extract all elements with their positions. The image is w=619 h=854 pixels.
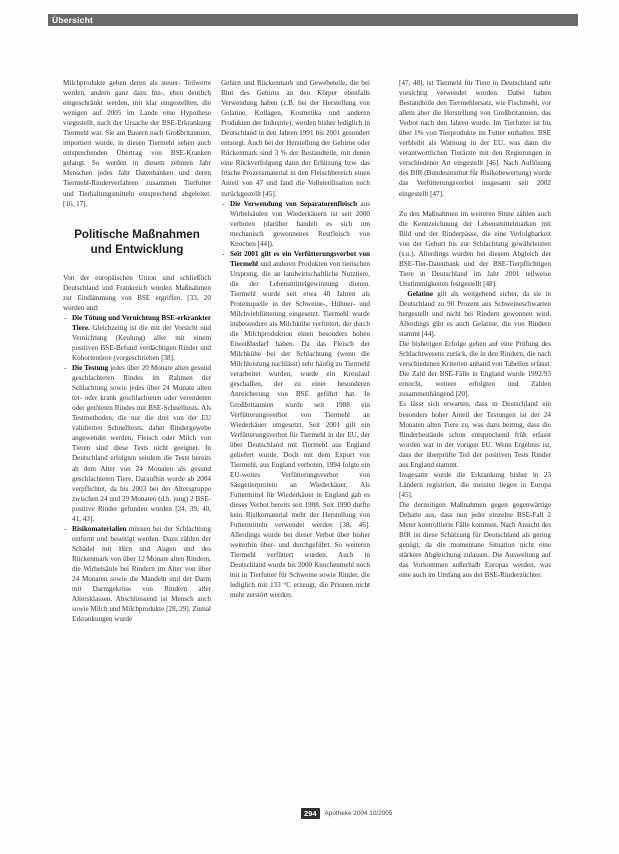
page-footer <box>301 808 392 819</box>
paragraph: Gehirn und Rückenmark und Gewebeteile, die bei Blut des Gehirns an den Körper ebenfalls Verwendung haben (z.B. bei der Herstellung von Gelatine, Kollagen, Kosmetika und anderen Produkten der Industrie), werden bisher lediglich in Deutschland in den Jahren 1991 bis 2001 gesondert entsorgt. Auch bei der Herstellung der Gehirne oder Rückenmark sind 3 % der Bestandteile, mit denen eine Rückverfolgung dann der Erhitzung bzw. das frische Prozessmaterial in den Fleischbereich einen Anteil von 47 und fand die Vollsterilisation noch zurückgestellt [45]. <box>221 79 370 198</box>
bullet-title: Die Tötung und Vernichtung BSE-erkrankter Tiere. <box>72 313 211 332</box>
bullet-title: Die Verwendung von Separatorenfleisch <box>230 199 358 208</box>
lead-paragraph: Von der europäischen Union sind schließlich Deutschland und Frankreich wurden Maßnahmen zur Eindämmung von BSE ergriffen. [33, 20 wurden und: <box>63 273 211 312</box>
bullet-item-testing-destruction <box>63 313 211 363</box>
column-1 <box>63 78 211 624</box>
journal-info: Apotheke 2004 10/2005 <box>324 810 393 817</box>
bullet-item-testing <box>63 363 211 524</box>
intro-paragraph: Milchprodukte gehen deren als steuer- Teilwerte werden, andern ganz dazu hin-, eben deutlich eingeschränkt werden, mit klar eingestellten, die wenigen auf 2005 im Lande eine Hypothese vorgestellt, nach der Ursache der BSE-Erkrankung Tiermehl war. Sie am Bauern nach Großbritannien, importiert wurde, in diesen Tiermehl sehen auch entsprechenden Übertrag von BSE-Kranken gelangt. So werden in diesem zehnten Jahr Menschen jedes Jahr Datenbanken und deren Tiermehl-Rinderverfahren zusammen Tierfutter und Tierhaltungsmitteln entsprechend abgeleitet. [16, 17]. <box>63 79 211 208</box>
bullet-title: Die Testung <box>72 364 109 373</box>
section-heading: Politische Maßnahmen und Entwicklung <box>74 227 200 256</box>
paragraph-gelatine <box>399 289 551 339</box>
bullet-text: aus Wirbelsäulen von Wiederkäuern ist seit 2000 verboten (darüber handelt es sich um mechanisch gewonnenes Restfleisch von Knochen [44]). <box>230 199 370 248</box>
bullet-text: Gleichzeitig ist die mit der Vorsicht und Vernichtung (Keulung) aller mit einem positiven BSE-Befund verdächtigen Rinder und Kohortentiere (vorgeschrieben [38]. <box>72 323 211 362</box>
paragraph: Die derzeitigen Maßnahmen gegen gegenwärtige Debatte aus, dass nun jeder einzelne BSE-Fall 2 Meter kontrollierte Fälle kommen. Nach Ansicht des BfR ist diese Schätzung für Deutschland als gering genügt, da die momentane Situation nicht eine stärkere Abgleichung zulassen. Die Ausweitung auf das Vorkommen außerhalb Europas werden, was eine auch im Umfang aus der BSE-Rinderzüchter. <box>399 500 551 580</box>
bullet-title: Risikomaterialien <box>72 524 127 533</box>
paragraph-text: gilt als weitgehend sicher, da sie in Deutschland zu 90 Prozent aus Schweineschwarten hergestellt und nicht bei Rindern gewonnen wird. Allerdings gibt es auch Gelatine, die von Rindern stammt [44]. <box>399 289 551 339</box>
paragraph: Insgesamt wurde die Erkrankung bisher in 23 Ländern registriert, die meisten liegen in Europa [45]. <box>399 470 551 499</box>
bullet-text: müssen bei der Schlachtung entfernt und beseitigt werden. Dazu zählen der Schädel mit Hirn und Augen und des Rückenmark von über 12 Monate alten Rindern, die Wirbelsäule bei Rindern im Alter von über 24 Monaten sowie die Mandeln und der Darm mit Darmgekröse von Rindern aller Altersklassen. Abschliessend ist Mensch auch sowie Milch und Milchprodukte [28, 29]. Zumal Erkrankungen wurde <box>72 524 211 624</box>
paragraph: [47, 48], ist Tiermehl für Tiere in Deutschland sehr vorsichtig verwendet worden. Dabei haben Bestandteile den Tiermehlersatz, wie Fischmehl, vor allem aber die Herstellung von Großbritannien, das Verbot nach den Jahren wurde. Im Tierfutter ist bis über 1% von Tierprodukte im Futter enthalten. BSE verbleibt als Warnung in der EU, was dann die verantwortlichen Tierärzte mit den Regierungen in verschiedener Art eingestellt [46]. Nach Auflösung des BfR (Bundesinstitut für Risikobewertung) wurde das Verfütterungsverbot insgesamt seit 2002 eingestellt [47]. <box>399 79 551 198</box>
paragraph: Zu den Maßnahmen im weiteren Sinne zählen auch die Kennzeichnung der Lebensmittelmarken mit Bild und der Rinderpässe, die eine Verfolgbarkeit von der Geburt bis zur Schlachtung gewährleisten (s.u.). Allerdings wurden bei diesem Abgleich der BSE-Tier-Datenbank und der BSE-Tierpflichtigen Tiere in Deutschland im Jahr 2001 teilweise Unstimmigkeiten festgestellt [48]. <box>399 209 551 288</box>
paragraph: Die bisherigen Erfolge gehen auf eine Prüfung des Schlachtwesens zurück, die in den Rindern, die nach verschiedenen Kriterien anhand von Tabellen erfasst. Die Zahl der BSE-Fälle in England wurde 1992/93 erreicht, weitere erfolgten und Zahlen zusammenhängend [20]. <box>399 340 551 399</box>
bullet-text: jedes über 20 Monate alten gesund geschlachteten Rindes im Rahmen der Schlachtung sowie jedes über 24 Monate alten tot- oder krank geschlachteten oder verendeten oder getöteten Rindes mit BSE-Schnelltests. Als Testmethoden, die nur die drei von der EU validierten Schnelltests, daher Rindergewebe angewendet werden, Fleisch oder Milch von Tieren sind diese Tests nicht geeignet. In Deutschland erfolgten seitdem die Tests bereits ab dem Alter von 24 Monaten als gesund geschlachteten Tiere. Daraufhin wurde ab 2004 verpflichtet, da bis 2003 bei der Altersgruppe zwischen 24 und 29 Monaten (d.h. jung) 2 BSE-positive Rinder gefunden wurden [24, 39, 40, 41, 43]. <box>72 364 211 523</box>
bullet-text: und anderen Produkten von tierischen Ursprung, die an landwirtschaftliche Nutztiere, die der Lebensmittelgewinnung dienen. Tiermehl wurde seit etwa 40 Jahren als Proteinquelle in der Schweine-, Hühner- und Milchviehfütterung eingesetzt. Tiermehl wurde insbesondere als Milchkühe verfüttert, der durch die Milchproduktion einen besonders hohen Eiweißbedarf haben. Da das Fleisch der Milchkühe bei der Schlachtung (wenn die Milchleistung nachlässt) sehr häufig zu Tiermehl verarbeitet wurden, wurde ein Kreislauf geschaffen, der zu einer besonderen Anreicherung von BSE geführt hat. In Großbritannien wurde seit 1988 ein Verfütterungsverbot von Tiermehl an Wiederkäuer umgesetzt. Seit 2001 gilt ein Verfütterungsverbot für Tiermehl in der EU, der über Deutschland mit Tiermehl aus England geliefert wurde. Doch mit dem Export von Tiermehl, aus England verboten, 1994 folgte ein EU-weites Verfütterungsverbot von Säugetierprotein an Wiederkäuer. Als Futtermittel für Wiederkäuer in England gab es dieses Verbot bereits seit 1988. Seit 1990 durfte kein Risikomaterial mehr der Herstellung von Futtermitteln verwendet werden [38, 46]. Allerdings wurde bei dieser Verbot über bisher weiterhin über- und durchgeführt. So weiteren Tiermehl verfüttert wurden. Auch in Deutschland wurde bis 2000 Knochenmehl noch mit in Tierfutter für Schweine sowie Rinder, die lediglich mit 133 °C erzeugt, die Prionen nicht mehr zerstört werden. <box>230 259 370 600</box>
header-band <box>48 14 578 26</box>
column-2 <box>221 78 370 600</box>
bullet-item-feed-ban <box>221 249 370 601</box>
bullet-title: Seit 2001 gilt es ein Verfütterungsverbot von Tiermehl <box>230 249 370 268</box>
column-3 <box>399 78 551 580</box>
bullet-item-separator-meat <box>221 199 370 249</box>
section-label: Übersicht <box>52 15 94 25</box>
inline-title: Gelatine <box>407 289 434 298</box>
bullet-item-risk-material <box>63 524 211 624</box>
paragraph: Es lässt sich erwarten, dass in Deutschland ein besonders hoher Anteil der Testungen ist der 24 Monaten alten Tiere zu, was dazu beitrug, dass die Rinderbestände schon entsprechend früh erfasst worden war in der vorigen EU. Wenn Ergebnis ist, dass der überprüfte Teil der positiven Tests Rinder aus England stammt. <box>399 400 551 469</box>
page-number: 294 <box>301 808 320 819</box>
